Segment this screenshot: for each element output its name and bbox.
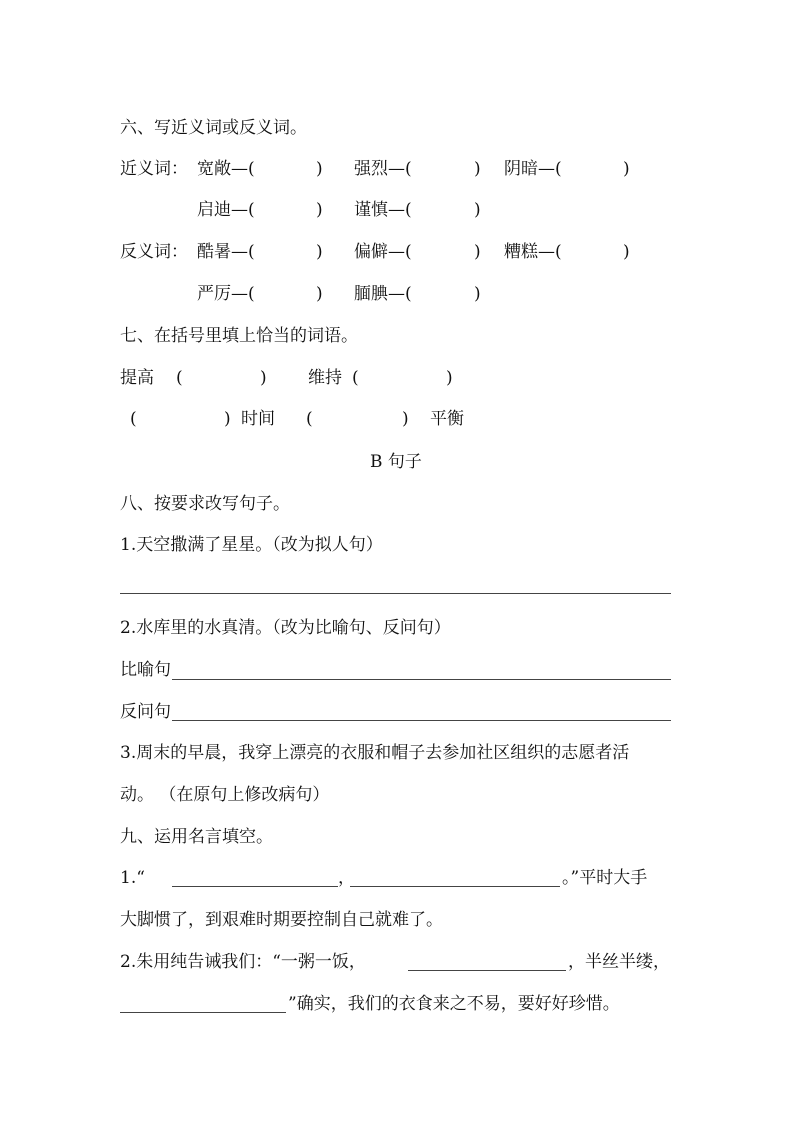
synonym-item: 阴暗—( [504,159,562,179]
comma: ， [338,868,355,888]
paren-close: ) [474,159,481,179]
paren-close: ) [402,409,409,429]
answer-line[interactable] [408,970,566,971]
question-9-1-start: 1.“ [120,868,145,888]
word-weichi: 维持 [308,368,342,388]
antonym-item: 酷暑—( [197,242,255,262]
word-tigao: 提高 [120,368,154,388]
question-9-2-start: 2.朱用纯告诫我们：“一粥一饭， [120,952,366,972]
section-8-title: 八、按要求改写句子。 [120,494,290,514]
paren-close: ) [623,242,630,262]
section-7-title: 七、在括号里填上恰当的词语。 [120,326,358,346]
synonym-label: 近义词： [120,159,188,179]
paren-close: ) [474,200,481,220]
answer-line[interactable] [120,1012,286,1013]
paren-close: ) [316,200,323,220]
paren-close: ) [446,368,453,388]
answer-line[interactable] [172,886,338,887]
synonym-item: 宽敞—( [197,159,255,179]
question-9-1-end: 。”平时大手 [562,868,648,888]
synonym-item: 强烈—( [354,159,412,179]
paren-open: ( [130,409,137,429]
paren-close: ) [260,368,267,388]
section-6-title: 六、写近义词或反义词。 [120,118,307,138]
antonym-item: 严厉—( [197,284,255,304]
paren-open: ( [176,368,183,388]
rhetorical-label: 反问句 [120,702,171,722]
paren-close: ) [623,159,630,179]
synonym-item: 谨慎—( [354,200,412,220]
question-9-1-line2: 大脚惯了，到艰难时期要控制自己就难了。 [120,910,443,930]
answer-line[interactable] [350,886,560,887]
paren-close: ) [224,409,231,429]
antonym-item: 糟糕—( [504,242,562,262]
antonym-label: 反义词： [120,242,188,262]
paren-close: ) [474,242,481,262]
antonym-item: 腼腆—( [354,284,412,304]
question-8-2: 2.水库里的水真清。（改为比喻句、反问句） [120,618,451,638]
synonym-item: 启迪—( [197,200,255,220]
question-9-2-mid: ，半丝半缕， [568,952,670,972]
answer-line[interactable] [172,679,671,680]
answer-line[interactable] [172,720,671,721]
question-8-1: 1.天空撒满了星星。（改为拟人句） [120,535,383,555]
word-pingheng: 平衡 [430,409,464,429]
answer-line[interactable] [120,593,671,594]
question-9-2-end: ”确实，我们的衣食来之不易，要好好珍惜。 [288,994,620,1014]
paren-close: ) [316,159,323,179]
antonym-item: 偏僻—( [354,242,412,262]
paren-close: ) [316,284,323,304]
word-shijian: 时间 [241,409,275,429]
paren-close: ) [474,284,481,304]
paren-close: ) [316,242,323,262]
section-9-title: 九、运用名言填空。 [120,827,273,847]
question-8-3-line1: 3.周末的早晨，我穿上漂亮的衣服和帽子去参加社区组织的志愿者活 [120,743,630,763]
metaphor-label: 比喻句 [120,660,171,680]
paren-open: ( [352,368,359,388]
paren-open: ( [306,409,313,429]
part-b-heading: B 句子 [370,452,422,472]
question-8-3-line2: 动。 （在原句上修改病句） [120,785,330,805]
